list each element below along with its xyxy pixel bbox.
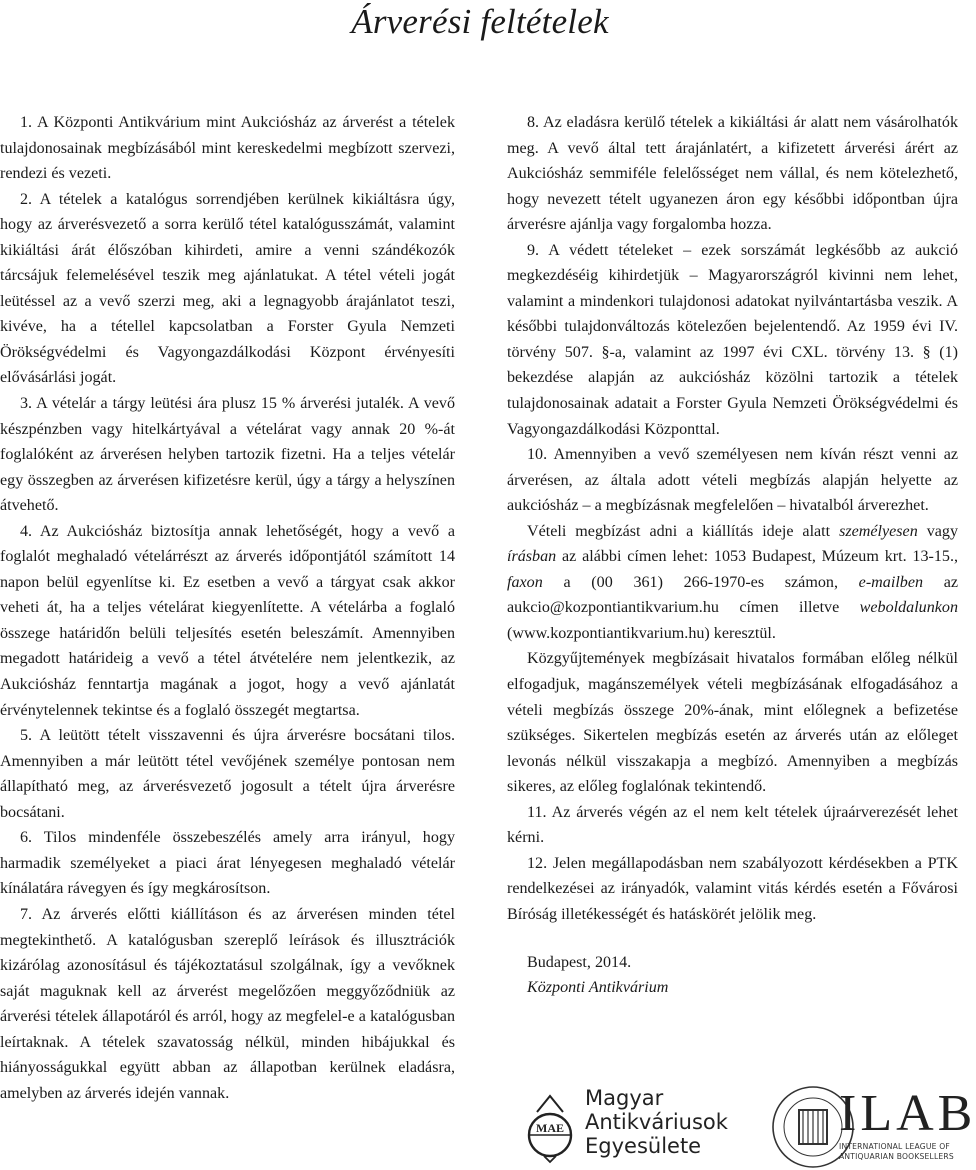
mae-logo-line: Magyar [585,1086,664,1110]
term-10-deposit-rules: Közgyűjtemények megbízásait hivatalos formában előleg nélkül elfogadjuk, magánszemélyek vételi megbízásának elfogadásához a vételi megbízás összege 20%-ának, mint előlegnek a befizetése szükséges. Sikertelen megbízás esetén az árverés után az előleget levonás nélkül visszakapja a megbízó. Amennyiben a megbízás sikeres, az előleg foglalónak tekintendő. [507,650,958,796]
term-12: 12. Jelen megállapodásban nem szabályozott kérdésekben a PTK rendelkezései az irányadók, valamint vitás kérdés esetén a Fővárosi Bíróság illetékességét és hatáskörét jelölik meg. [507,854,958,923]
text-run-italic: írásban [507,548,557,566]
text-run-italic: személyesen [839,522,918,540]
terms-right-column [507,110,958,1001]
term-11: 11. Az árverés végén az el nem kelt tételek újraárverezését lehet kérni. [507,803,958,847]
text-run: az aukcio@kozpontiantikvarium.hu címen illetve [507,573,959,617]
page-title: Árverési feltételek [351,2,609,41]
terms-left-column [0,110,455,1106]
text-run: az alábbi címen lehet: 1053 Budapest, Múzeum krt. 13-15., [556,548,958,566]
term-10-bidding-instructions [507,519,958,647]
text-run-italic: e-mailben [858,573,924,591]
term-4: 4. Az Aukciósház biztosítja annak lehetőségét, hogy a vevő a foglalót meghaladó vételárrészt az árverés időpontjától számított 14 napon belül egyenlítse ki. Ez esetben a vevő a tárgyat csak akkor veheti át, ha a teljes vételárat kiegyenlítette. A vételárba a foglaló összege határidőn belüli teljesítés esetén beleszámít. Amennyiben megadott határideig a vevő a tétel átvételére nem jelentkezik, az Aukciósház fenntartja magának a jogot, hogy a vevő ajánlatát érvénytelennek tekintse és a foglaló összegét megtartsa. [0,522,455,719]
term-7: 7. Az árverés előtti kiállításon és az árverésen minden tétel megtekinthető. A katalógusban szereplő leírások és illusztrációk kizárólag azonosításul és tájékoztatásul szolgálnak, így a vevőknek saját maguknak kell az árverést megelőzően meggyőződniük az árverési tételek állapotáról és arról, hogy az megfelel-e a katalógusban leírtaknak. A tételek szavatosság nélkül, minden hibájukkal és hiányosságukkal együtt abban az állapotban kerülnek eladásra, amelyben az árverés idején vannak. [0,905,455,1102]
text-run: Vételi megbízást adni a kiállítás ideje alatt [527,522,840,540]
term-2: 2. A tételek a katalógus sorrendjében kerülnek kikiáltásra úgy, hogy az árverésvezető a sorra kerülő tétel katalógusszámát, valamint kikiáltási árát élőszóban kihirdeti, amire a venni szándékozók tárcsájuk felemelésével teszik meg ajánlatukat. A tétel vételi jogát leütéssel az a vevő szerzi meg, aki a legnagyobb árajánlatot teszi, kivéve, ha a tétellel kapcsolatban a Forster Gyula Nemzeti Örökségvédelmi és Vagyongazdálkodási Központ érvényesíti elővásárlási jogát. [0,190,455,387]
mae-logo-line: Egyesülete [585,1134,702,1158]
term-10: 10. Amennyiben a vevő személyesen nem kíván részt venni az árverésen, az általa adott vételi megbízás alapján helyette az aukciósház – a megbízásnak megfelelően – hivatalból árverezhet. [507,446,958,515]
term-1: 1. A Központi Antikvárium mint Aukciósház az árverést a tételek tulajdonosainak megbízásából mint kereskedelmi megbízott szervezi, rendezi és vezeti. [0,114,455,183]
association-logos [527,1084,976,1170]
term-8: 8. Az eladásra kerülő tételek a kikiáltási ár alatt nem vásárolhatók meg. A vevő által tett árajánlatért, a kifizetett árverési árért az Aukciósház semmiféle felelősséget nem vállal, és nem kötelezhető, hogy nevezett tételt ugyanezen áron egy későbbi időpontban újra árverésre ajánlja vagy forgalomba hozza. [507,114,958,234]
text-run: vagy [917,522,958,540]
mae-logo-text [585,1086,728,1158]
text-run: a (00 361) 266-1970-es számon, [542,573,859,591]
term-5: 5. A leütött tételt visszavenni és újra árverésre bocsátani tilos. Amennyiben a már leütött tétel vevőjének személye pontosan nem állapítható meg, az árverésvezető jogosult a tételt újra árverésre bocsátani. [0,727,455,821]
term-9: 9. A védett tételeket – ezek sorszámát legkésőbb az aukció megkezdéséig kihirdetjük – Magyarországról kivinni nem lehet, valamint a mindenkori tulajdonosi adatokat nyilvántartásba veszik. A későbbi tulajdonváltozás kötelezően bejelentendő. Az 1959 évi IV. törvény 507. §-a, valamint az 1997 évi CXL. törvény 13. § (1) bekezdése alapján az aukciósház közölni tartozik a tételek tulajdonosainak adatait a Forster Gyula Nemzeti Örökségvédelmi és Vagyongazdálkodási Központtal. [507,241,958,438]
text-run-italic: faxon [507,573,543,591]
signature: Központi Antikvárium [527,979,669,997]
ilab-logo-subtitle: INTERNATIONAL LEAGUE OF ANTIQUARIAN BOOKSELLERS [839,1142,954,1161]
term-6: 6. Tilos mindenféle összebeszélés amely arra irányul, hogy harmadik személyeket a piaci árat lényegesen meghaladó vételár kínálatára rávegyen és így megkárosítson. [0,829,455,898]
svg-text:MAE: MAE [536,1121,564,1135]
place-date: Budapest, 2014. [527,953,632,971]
mae-logo-line: Antikváriusok [585,1110,728,1134]
ilab-logo-word: ILAB [839,1085,976,1142]
term-3: 3. A vételár a tárgy leütési ára plusz 15 % árverési jutalék. A vevő készpénzben vagy hitelkártyával a vételárat vagy annak 20 %-át foglalóként az árverésen helyben tartozik fizetni. Ha a teljes vételár egy összegben az árverésen kifizetésre kerül, úgy a tárgy a helyszínen átvehető. [0,395,455,515]
mae-emblem-icon [527,1090,573,1168]
text-run-italic: weboldalunkon [859,599,958,617]
text-run: (www.kozpontiantikvarium.hu) keresztül. [507,624,776,642]
